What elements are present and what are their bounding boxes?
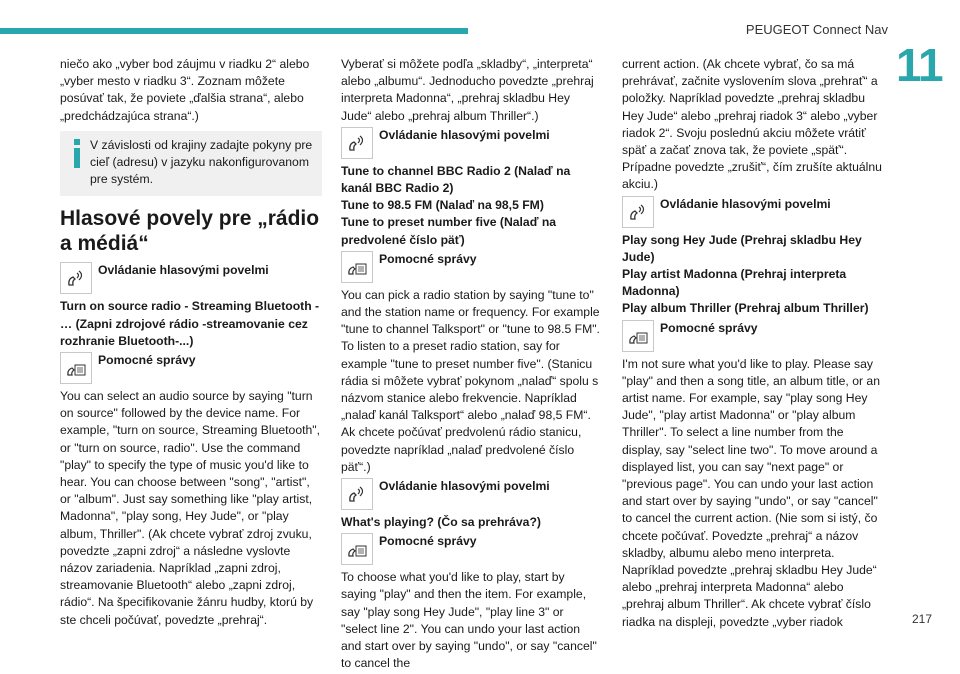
- page-number: 217: [911, 612, 932, 626]
- info-icon: [70, 137, 84, 167]
- help-text: You can select an audio source by saying "turn on source" followed by the device name. For example, "turn on source, Streaming Bluetooth", or "turn on source, radio". Use the command "play" to specify the type of music you'd like to hear. You can choose between "song", "artist", or "album". Just say something like "play artist, Madonna", "play song, Hey Jude", or "play album, Thriller". (Ak chcete vybrať zdroj zvuku, povedzte „zapni zdroj“ a následne vyslovte názov zariadenia. Napríklad „zapni zdroj, streamovanie Bluetooth“ alebo „zapni zdroj, rádio“. Na špecifikovanie žánru hudby, ktorú by ste chceli počúvať, povedzte „prehraj“.: [60, 389, 320, 627]
- help-messages-icon: [341, 533, 373, 565]
- voice-command-label: Ovládanie hlasovými povelmi: [379, 479, 550, 494]
- chapter-number: 11: [896, 39, 943, 91]
- voice-command-header: [622, 196, 884, 228]
- voice-command-icon: [622, 196, 654, 228]
- help-messages-header: [341, 251, 603, 283]
- voice-command-label: Ovládanie hlasovými povelmi: [379, 127, 550, 142]
- voice-command-header: [341, 127, 603, 159]
- help-messages-header: [60, 352, 322, 384]
- column-3: [622, 56, 884, 633]
- help-messages-label: Pomocné správy: [379, 534, 477, 549]
- help-messages-icon: [60, 352, 92, 384]
- help-messages-label: Pomocné správy: [379, 251, 477, 266]
- header-title: PEUGEOT Connect Nav: [745, 22, 888, 37]
- header-accent-bar: [0, 28, 468, 34]
- voice-command-label: Ovládanie hlasovými povelmi: [98, 263, 269, 278]
- voice-command-label: Ovládanie hlasovými povelmi: [660, 196, 831, 211]
- help-messages-header: [341, 533, 603, 565]
- voice-command-icon: [60, 262, 92, 294]
- help-messages-icon: [341, 251, 373, 283]
- help-text: I'm not sure what you'd like to play. Please say "play" and then a song title, an album title, or an artist name. For example, say "play song Hey Jude", "play artist Madonna" or "play album Thriller". To select a line number from the display, say "select line two". To move around a displayed list, you can say "next page" or "previous page". You can undo your last action and start over by saying "undo", or say "cancel" to cancel the current action. (Nie som si istý, čo chcete počúvať. Povedzte „prehraj“ a názov skladby, albumu alebo meno interpreta. Napríklad povedzte „prehraj skladbu Hey Jude“ alebo „prehraj interpreta Madonna“ alebo „prehraj album Thriller“. Ak chcete vybrať číslo riadka na displeji, povedzte „vyber riadok: [622, 356, 880, 629]
- voice-command-icon: [341, 478, 373, 510]
- section-heading: Hlasové povely pre „rádio a médiá“: [60, 207, 320, 256]
- help-text: To choose what you'd like to play, start by saying "play" and then the item. For example, say "play song Hey Jude", "play line 3" or "select line 2". You can undo your last action and start over by saying "undo", or say "cancel" to cancel the: [341, 570, 597, 671]
- voice-command-header: [341, 478, 603, 510]
- info-box: [60, 131, 322, 197]
- help-messages-header: [622, 320, 884, 352]
- voice-command-text: What's playing? (Čo sa prehráva?): [341, 515, 541, 530]
- column-2: [341, 56, 603, 674]
- voice-command-icon: [341, 127, 373, 159]
- voice-command-text: Play song Hey Jude (Prehraj skladbu Hey Jude) Play artist Madonna (Prehraj interpreta Madonna) Play album Thriller (Prehraj album Thriller): [622, 232, 869, 316]
- help-messages-icon: [622, 320, 654, 352]
- help-messages-label: Pomocné správy: [660, 320, 758, 335]
- voice-command-text: Tune to channel BBC Radio 2 (Nalaď na kanál BBC Radio 2) Tune to 98.5 FM (Nalaď na 98,5 FM) Tune to preset number five (Nalaď na predvolené číslo päť): [341, 163, 571, 247]
- column-1: [60, 56, 322, 631]
- paragraph: current action. (Ak chcete vybrať, čo sa má prehrávať, začnite vyslovením slova „prehrať“ a položky. Napríklad povedzte „prehraj skladbu Hey Jude“ alebo „prehraj riadok 3“ alebo „vyber riadok 2“. Svoju poslednú akciu môžete vrátiť späť a začať znova tak, že poviete „späť“. Prípadne povedzte „zrušiť“, čím zrušíte aktuálnu akciu.): [622, 57, 882, 192]
- paragraph: niečo ako „vyber bod záujmu v riadku 2“ alebo „vyber mesto v riadku 3“. Zoznam môžete posúvať tak, že poviete „ďalšia strana“, alebo „predchádzajúca strana“.): [60, 57, 310, 123]
- voice-command-header: [60, 262, 322, 294]
- info-text: V závislosti od krajiny zadajte pokyny pre cieľ (adresu) v jazyku nakonfigurovanom pre systém.: [90, 137, 313, 187]
- help-text: You can pick a radio station by saying "tune to" and the station name or frequency. For example "tune to channel Talksport" or "tune to 98.5 FM". To listen to a preset radio station, say for example "tune to preset number five". (Stanicu rádia si môžete vybrať pokynom „nalaď“ spolu s názvom stanice alebo frekvencie. Napríklad „nalaď kanál Talksport“ alebo „nalaď 98,5 FM“. Ak chcete počúvať predvolenú rádio stanicu, povedzte napríklad „nalaď predvolené číslo päť“.): [341, 287, 600, 474]
- paragraph: Vyberať si môžete podľa „skladby“, „interpreta“ alebo „albumu“. Jednoducho povedzte „prehraj interpreta Madonna“, „prehraj skladbu Hey Jude“ alebo „prehraj album Thriller“.): [341, 57, 594, 123]
- help-messages-label: Pomocné správy: [98, 353, 196, 368]
- voice-command-text: Turn on source radio - Streaming Bluetooth - … (Zapni zdrojové rádio -streamovanie cez rozhranie Bluetooth-...): [60, 299, 320, 348]
